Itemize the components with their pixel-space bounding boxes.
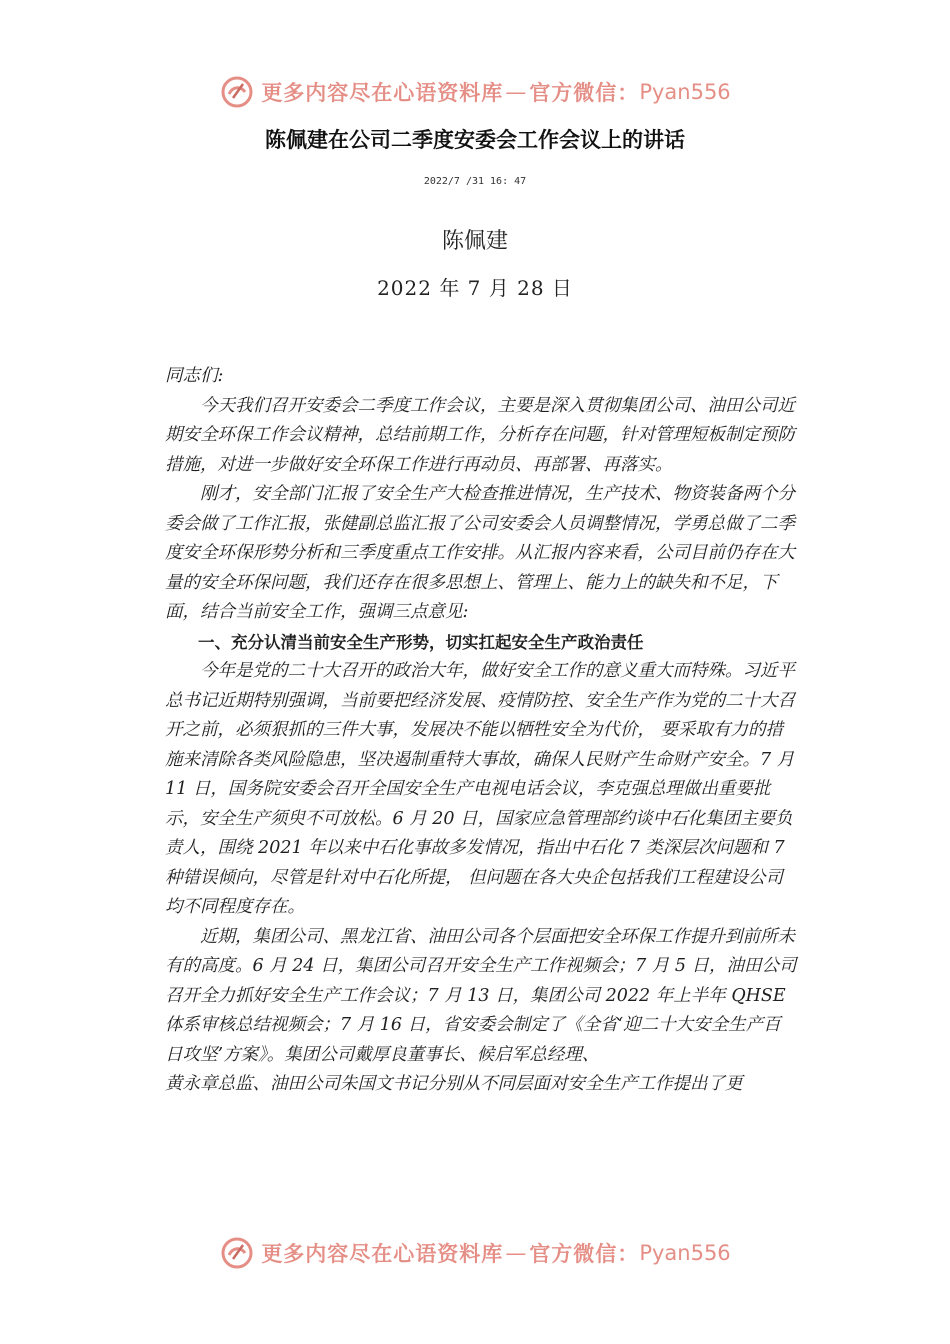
watermark-separator: — [505, 1241, 528, 1265]
watermark-text: 更多内容尽在心语资料库 [261, 1242, 504, 1266]
watermark-label: 官方微信： [529, 1242, 640, 1266]
watermark-banner-bottom [0, 1233, 950, 1273]
brand-logo-icon [219, 74, 255, 110]
paragraph: 近期，集团公司、黑龙江省、油田公司各个层面把安全环保工作提升到前所未有的高度。6 月 24 日，集团公司召开安全生产工作视频会；7 月 5 日，油田公司召开全力抓好安全生产工作会议；7 月 13 日，集团公司 2022 年上半年 QHSE 体系审核总结视频会；7 月 16 日，省安委会制定了《全省‘迎二十大安全生产百日攻坚’方案》。集团公司戴厚良董事长、候启军总经理、 [165, 926, 797, 1065]
watermark-handle: Pyan556 [639, 80, 731, 104]
paragraph: 刚才，安全部门汇报了安全生产大检查推进情况，生产技术、物资装备两个分委会做了工作汇报，张健副总监汇报了公司安委会人员调整情况，学勇总做了二季度安全环保形势分析和三季度重点工作安排。从汇报内容来看，公司目前仍存在大量的安全环保问题，我们还存在很多思想上、管理上、能力上的缺失和不足，下面，结合当前安全工作，强调三点意见: [165, 484, 795, 622]
watermark-banner-top [0, 72, 950, 112]
watermark-label: 官方微信： [529, 81, 640, 105]
salutation: 同志们: [165, 366, 224, 386]
paragraph: 今年是党的二十大召开的政治大年，做好安全工作的意义重大而特殊。习近平总书记近期特别强调，当前要把经济发展、疫情防控、安全生产作为党的二十大召开之前，必须狠抓的三件大事，发展决不能以牺牲安全为代价， 要采取有力的措施来清除各类风险隐患，坚决遏制重特大事故，确保人民财产生命财产安全。7 月 11 日，国务院安委会召开全国安全生产电视电话会议，李克强总理做出重要批示，安全生产须臾不可放松。6 月 20 日，国家应急管理部约谈中石化集团主要负责人，围绕 2021 年以来中石化事故多发情况，指出中石化 7 类深层次问题和 7 种错误倾向，尽管是针对中石化所提， 但问题在各大央企包括我们工程建设公司均不同程度存在。 [165, 661, 795, 917]
watermark-separator: — [505, 80, 528, 104]
speech-date: 2022 年 7 月 28 日 [377, 276, 573, 300]
author-name: 陈佩建 [441, 229, 508, 254]
publish-timestamp: 2022/7 /31 16: 47 [423, 176, 527, 187]
document-body [165, 362, 797, 1100]
brand-logo-icon [219, 1235, 255, 1271]
watermark-handle: Pyan556 [639, 1241, 731, 1265]
watermark-text: 更多内容尽在心语资料库 [261, 81, 504, 105]
paragraph-continuation: 黄永章总监、油田公司朱国文书记分别从不同层面对安全生产工作提出了更 [165, 1074, 743, 1094]
document-title: 陈佩建在公司二季度安委会工作会议上的讲话 [265, 128, 685, 152]
paragraph: 今天我们召开安委会二季度工作会议，主要是深入贯彻集团公司、油田公司近期安全环保工作会议精神，总结前期工作，分析存在问题，针对管理短板制定预防措施，对进一步做好安全环保工作进行再动员、再部署、再落实。 [165, 395, 795, 475]
section-heading: 一、充分认清当前安全生产形势，切实扛起安全生产政治责任 [198, 632, 644, 652]
